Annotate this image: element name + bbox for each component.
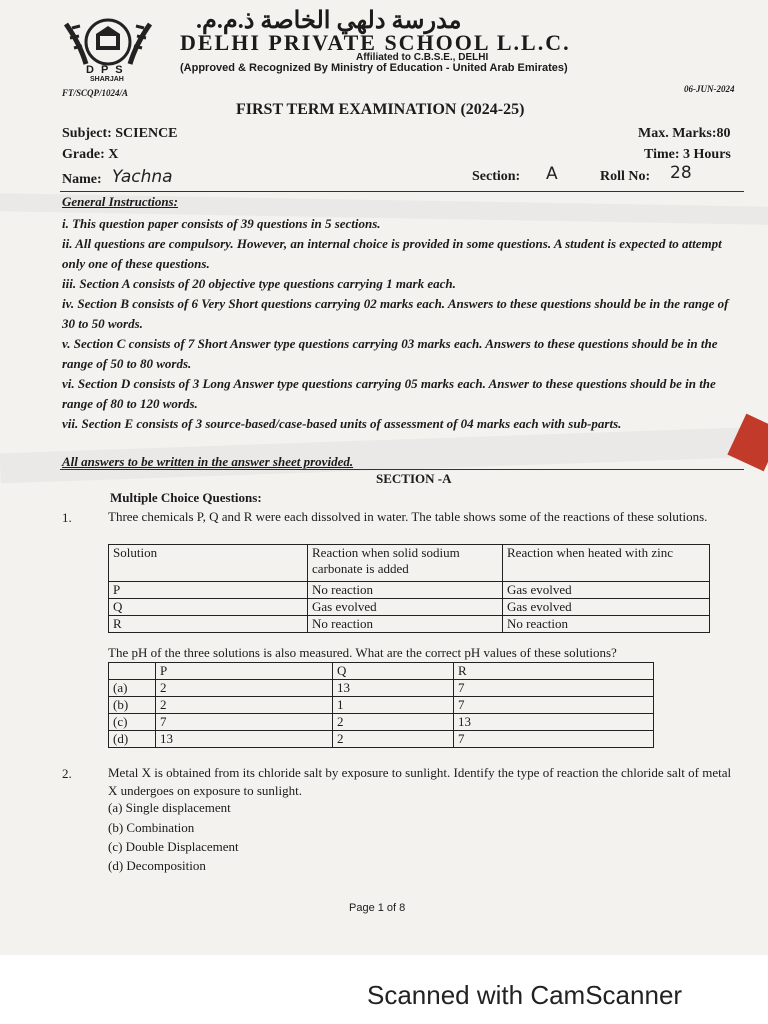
logo-text: D P S: [86, 64, 125, 76]
mcq-heading: Multiple Choice Questions:: [110, 490, 262, 505]
instruction-item: v. Section C consists of 7 Short Answer type questions carrying 03 marks each. Answers to these questions should be in the range of 50 to 80 words.: [62, 336, 718, 371]
instruction-item: vi. Section D consists of 3 Long Answer type questions carrying 05 marks each. Answer to these questions should be in the range of 80 to 120 words.: [62, 376, 716, 411]
question-number: 2.: [62, 766, 72, 781]
instruction-item: vii. Section E consists of 3 source-based/case-based units of assessment of 04 marks each with sub-parts.: [62, 416, 622, 431]
table-header-row: [109, 663, 654, 680]
table-cell: 13: [454, 714, 654, 731]
divider: [60, 469, 744, 470]
instruction-item: iii. Section A consists of 20 objective type questions carrying 1 mark each.: [62, 276, 456, 291]
paper-code: FT/SCQP/1024/A: [62, 88, 129, 98]
table-cell: No reaction: [308, 582, 503, 599]
ph-options-table: [108, 662, 654, 748]
table-cell: 7: [454, 697, 654, 714]
table-cell: Q: [109, 599, 308, 616]
table-header: Reaction when solid sodium carbonate is added: [308, 545, 503, 582]
page-number: Page 1 of 8: [349, 902, 406, 914]
option-label: (b): [109, 697, 156, 714]
instruction-item: iv. Section B consists of 6 Very Short questions carrying 02 marks each. Answers to these questions should be in the range of 30 to 50 words.: [62, 296, 729, 331]
table-cell: Gas evolved: [503, 582, 710, 599]
school-name-arabic: مدرسة دلهي الخاصة ذ.م.م.: [196, 8, 462, 34]
table-cell: 2: [333, 714, 454, 731]
table-cell: 7: [454, 731, 654, 748]
exam-title: FIRST TERM EXAMINATION (2024-25): [236, 101, 525, 118]
instruction-final: All answers to be written in the answer sheet provided.: [62, 454, 354, 469]
table-cell: 2: [156, 680, 333, 697]
table-cell: Gas evolved: [308, 599, 503, 616]
roll-label: Roll No:: [600, 169, 651, 184]
table-cell: 13: [156, 731, 333, 748]
affiliation: Affiliated to C.B.S.E., DELHI: [356, 52, 489, 63]
grade: Grade: X: [62, 147, 119, 162]
table-row: [109, 582, 710, 599]
table-cell: 7: [454, 680, 654, 697]
name-value: Yachna: [112, 167, 173, 187]
table-header: [109, 663, 156, 680]
table-cell: No reaction: [308, 616, 503, 633]
section-value: A: [546, 164, 558, 184]
exam-date: 06-JUN-2024: [684, 84, 735, 94]
max-marks: Max. Marks:80: [638, 126, 731, 141]
logo-subtext: SHARJAH: [90, 76, 124, 83]
table-header: R: [454, 663, 654, 680]
approval-text: (Approved & Recognized By Ministry of Education - United Arab Emirates): [180, 62, 568, 74]
instruction-item: ii. All questions are compulsory. However, an internal choice is provided in some questions. A student is expected to attempt only one of these questions.: [62, 236, 722, 271]
table-cell: No reaction: [503, 616, 710, 633]
instructions-title: General Instructions:: [62, 194, 178, 209]
table-row: [109, 731, 654, 748]
table-row: [109, 599, 710, 616]
divider: [60, 191, 744, 192]
section-title: SECTION -A: [376, 471, 452, 486]
school-name: DELHI PRIVATE SCHOOL L.L.C.: [180, 30, 571, 55]
question-number: 1.: [62, 510, 72, 525]
table-header: Q: [333, 663, 454, 680]
table-row: [109, 697, 654, 714]
question-followup: The pH of the three solutions is also measured. What are the correct pH values of these solutions?: [108, 645, 617, 660]
roll-value: 28: [670, 163, 692, 183]
answer-option: (a) Single displacement: [108, 800, 231, 815]
table-cell: 13: [333, 680, 454, 697]
question-text: Three chemicals P, Q and R were each dissolved in water. The table shows some of the reactions of these solutions.: [108, 509, 708, 524]
reactions-table: [108, 544, 710, 633]
answer-option: (d) Decomposition: [108, 858, 206, 873]
answer-option: (c) Double Displacement: [108, 839, 239, 854]
scanner-watermark: Scanned with CamScanner: [367, 980, 683, 1010]
table-cell: P: [109, 582, 308, 599]
table-header-row: [109, 545, 710, 582]
answer-option: (b) Combination: [108, 820, 195, 835]
table-cell: 2: [333, 731, 454, 748]
option-label: (a): [109, 680, 156, 697]
table-cell: 2: [156, 697, 333, 714]
table-row: [109, 714, 654, 731]
option-label: (c): [109, 714, 156, 731]
question-text: Metal X is obtained from its chloride salt by exposure to sunlight. Identify the type of reaction the chloride salt of metal X undergoes on exposure to sunlight.: [108, 765, 732, 798]
time-allowed: Time: 3 Hours: [644, 147, 731, 162]
table-cell: 7: [156, 714, 333, 731]
table-cell: Gas evolved: [503, 599, 710, 616]
subject: Subject: SCIENCE: [62, 126, 178, 141]
table-row: [109, 616, 710, 633]
table-cell: R: [109, 616, 308, 633]
name-label: Name:: [62, 172, 102, 187]
table-header: Reaction when heated with zinc: [503, 545, 710, 582]
table-row: [109, 680, 654, 697]
instruction-item: i. This question paper consists of 39 questions in 5 sections.: [62, 216, 381, 231]
table-cell: 1: [333, 697, 454, 714]
option-label: (d): [109, 731, 156, 748]
section-label: Section:: [472, 169, 521, 184]
table-header: P: [156, 663, 333, 680]
table-header: Solution: [109, 545, 308, 582]
